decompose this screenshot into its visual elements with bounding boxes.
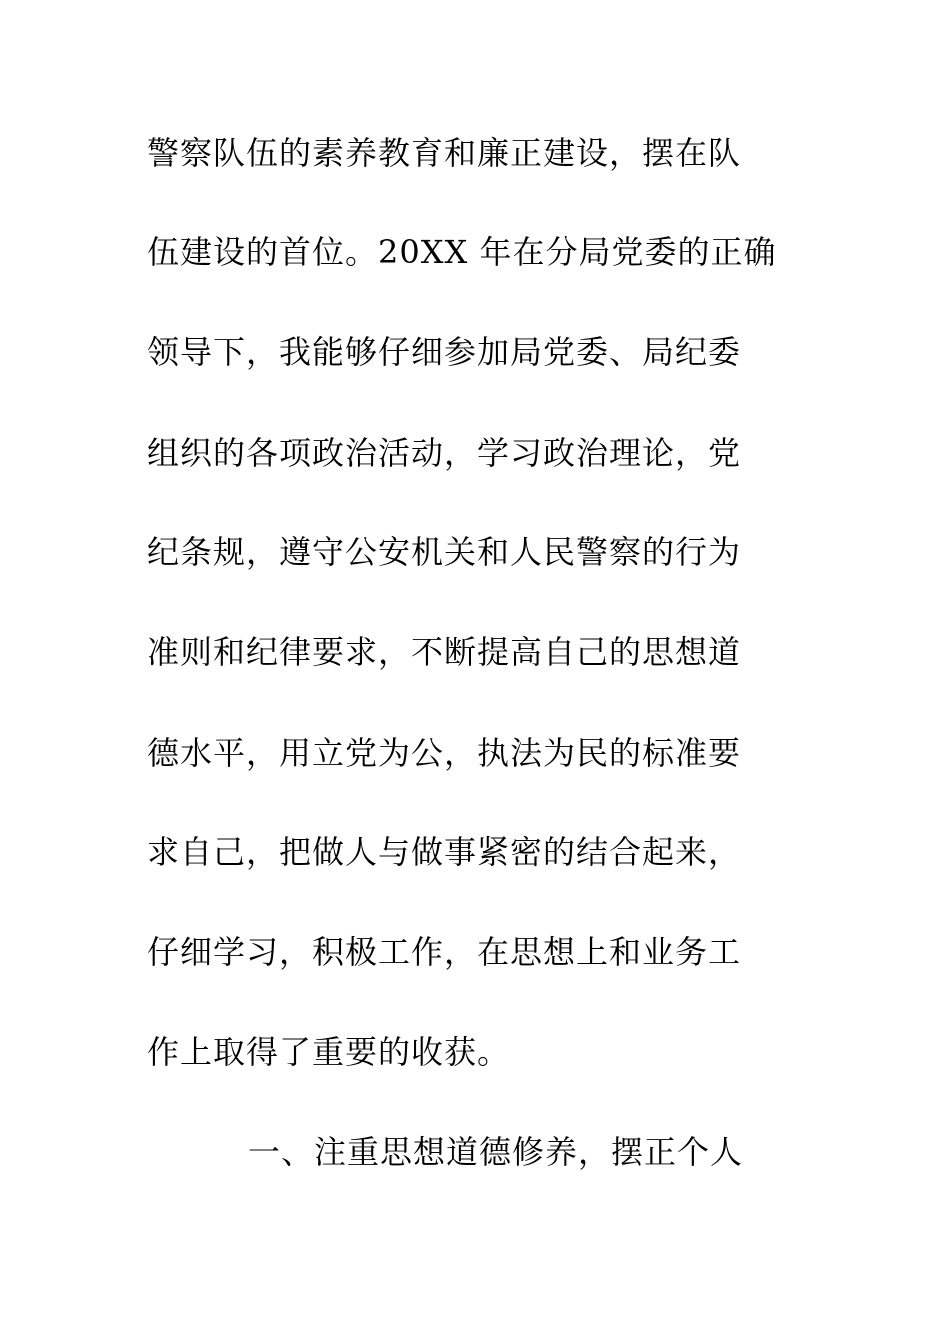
body-text-line: 组织的各项政治活动，学习政治理论，党: [147, 434, 742, 472]
body-text-line: 德水平，用立党为公，执法为民的标准要: [147, 734, 742, 772]
body-text-line: 仔细学习，积极工作，在思想上和业务工: [147, 933, 742, 971]
body-text-line: 求自己，把做人与做事紧密的结合起来，: [147, 833, 742, 871]
body-text-line: 警察队伍的素养教育和廉正建设，摆在队: [147, 134, 742, 172]
body-text-line: 作上取得了重要的收获。: [147, 1033, 511, 1071]
body-text-line: 纪条规，遵守公安机关和人民警察的行为: [147, 533, 742, 571]
body-text-line: 准则和纪律要求，不断提高自己的思想道: [147, 633, 742, 671]
section-heading-line: 一、注重思想道德修养，摆正个人: [248, 1133, 744, 1171]
body-text-line: 伍建设的首位。20XX 年在分局党委的正确: [147, 233, 777, 271]
body-text-line: 领导下，我能够仔细参加局党委、局纪委: [147, 333, 742, 371]
